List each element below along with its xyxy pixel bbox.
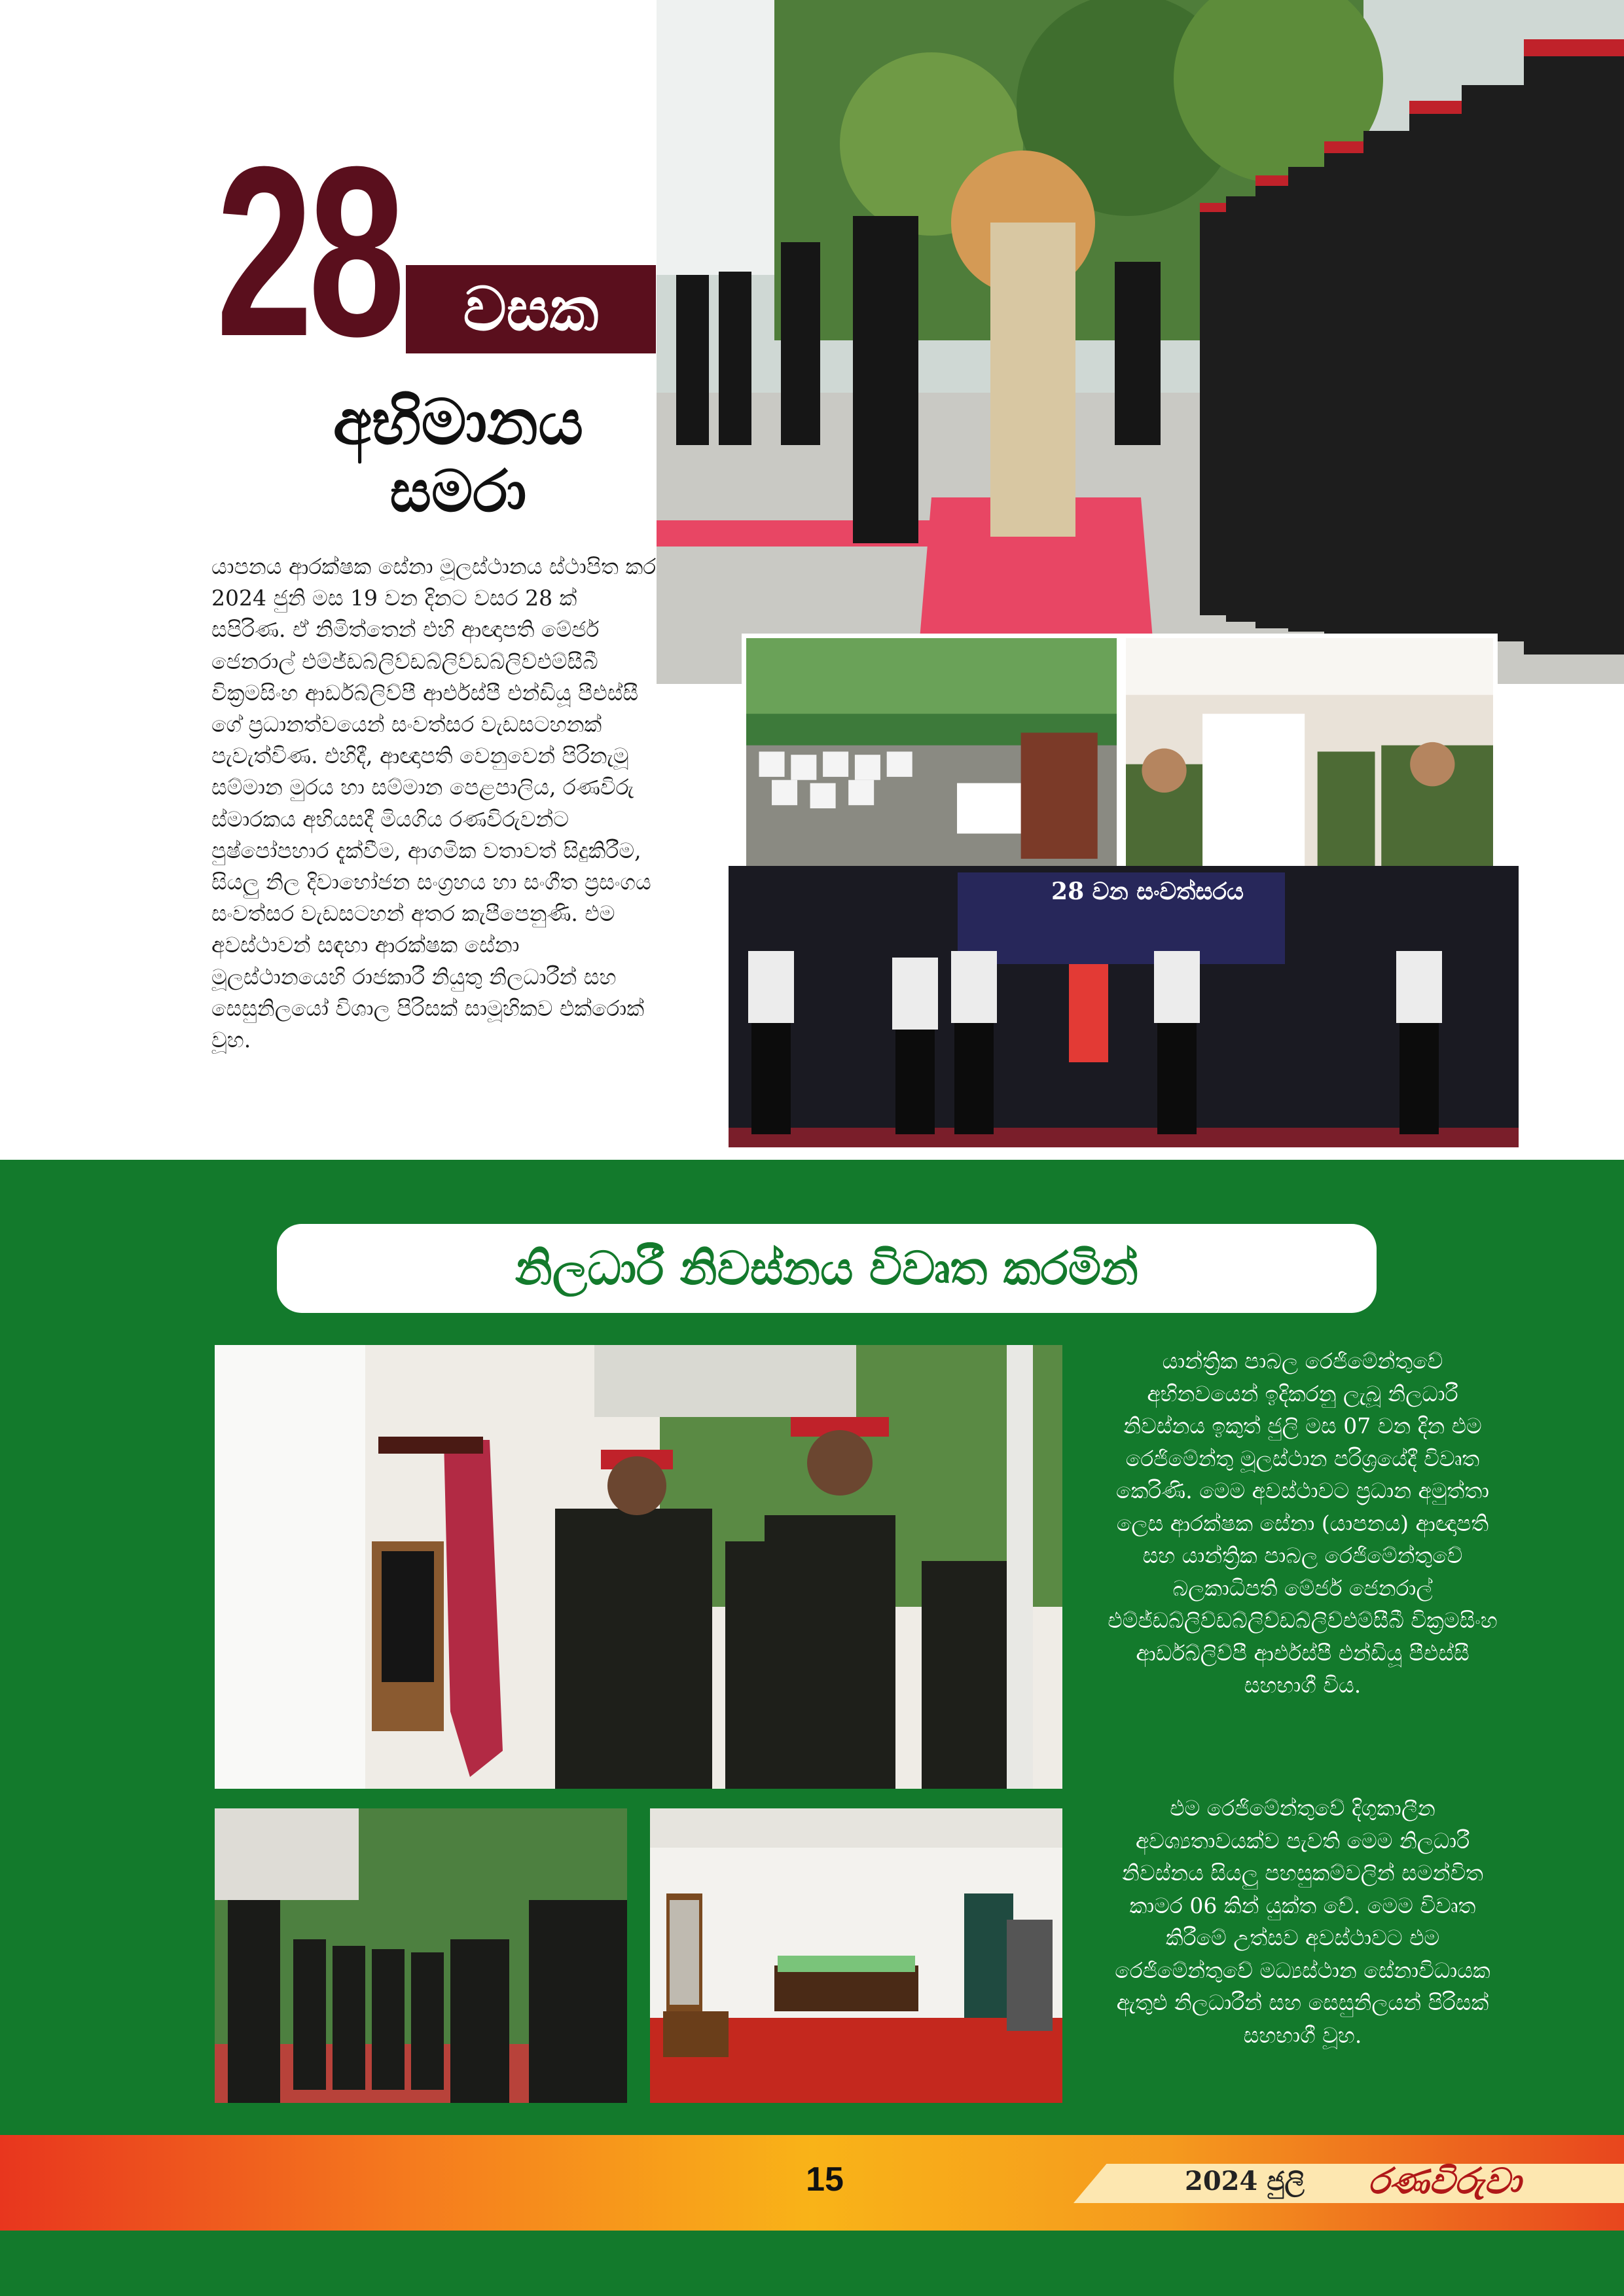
headline-line-2: සමරා [389,457,527,525]
magazine-name: රණවිරුවා [1368,2160,1521,2202]
headline-line-1: අභිමානය [333,385,584,459]
green-section-paragraph-2: එම රෙජිමේන්තුවේ දිගුකාලීන අවශ්‍යතාවයක්ව පැවති මෙම නිලධාරී නිවස්නය සියලු පහසුකම්වලින් සමන්විත කාමර 06 කින් යුක්ත වේ. මෙම විවෘත කිරීමේ උත්සව අවස්ථාවට එම රෙජිමේන්තුවේ මධ්‍යස්ථාන සේනාවිධායක ඇතුළු නිලධාරීන් සහ සෙසුනිලයන් පිරිසක් සහභාගී වූහ. [1115,1795,1490,2048]
dinner-hall-photo [1121,634,1498,882]
concert-photo [729,866,1519,1147]
page-number: 15 [806,2161,844,2198]
years-banner-label: වසක [463,273,599,344]
green-section-paragraph-1: යාන්ත්‍රික පාබල රෙජිමේන්තුවේ අභිනවයෙන් ඉදිකරනු ලැබූ නිලධාරී නිවස්නය ඉකුත් ජුලි මස 07 වන දින එම රෙජිමේන්තු මූලස්ථාන පරිශ්‍රයේදී විවෘත කෙරිණි. මෙම අවස්ථාවට ප්‍රධාන අමුත්තා ලෙස ආරක්ෂක සේනා (යාපනය) ආඥාපති සහ යාන්ත්‍රික පාබල රෙජිමේන්තුවේ බලකාධිපති මේජර් ජෙනරාල් එම්ජ්ඩබ්ලිව්ඩබ්ලිව්ඩබ්ලිව්එම්සීබී වික්‍රමසිංහ ආර්ඩබ්ලිව්පී ආර්එස්පී එන්ඩියූ පීඑස්සී සහභාගී විය. [1108,1348,1498,1698]
section-title-box [277,1224,1377,1313]
stage-banner-text: 28 වන සංවත්සරය [1051,878,1244,905]
anniversary-number: 28 [216,117,401,387]
top-story-body: යාපනය ආරක්ෂක සේනා මූලස්ථානය ස්ථාපිත කර 2024 ජුනි මස 19 වන දිනට වසර 28 ක් සපිරිණ. ඒ නිමිත්තෙන් එහි ආඥාපති මේජර් ජෙනරාල් එම්ජ්ඩබ්ලිව්ඩබ්ලිව්ඩබ්ලිව්එම්සීබී වික්‍රමසිංහ ආර්ඩබ්ලිව්පී ආර්එස්පී එන්ඩියූ පීඑස්සී ගේ ප්‍රධානත්වයෙන් සංවත්සර වැඩසටහනක් පැවැත්විණ. එහිදී, ආඥාපති වෙනුවෙන් පිරිනැමූ සම්මාන මුරය හා සම්මාන පෙළපාලිය, රණවිරු ස්මාරකය අභියසදී මියගිය රණවිරුවන්ට පුෂ්පෝපහාර දැක්වීම, ආගමික වතාවත් සිදුකිරීම, සියලු නිල දිවාභෝජන සංග්‍රහය හා සංගීත ප්‍රසංගය සංවත්සර වැඩසටහන් අතර කැපීපෙනුණි. එම අවස්ථාවන් සඳහා ආරක්ෂක සේනා මූලස්ථානයෙහි රාජකාරී නියුතු නිලධාරීන් සහ සෙසුනිලයෝ විශාල පිරිසක් සාමූහිකව එක්රොක් වූහ. [211,554,657,1053]
issue-date: 2024 ජුලි [1185,2166,1305,2197]
guard-of-honour-photo [657,0,1624,684]
section-title: නිලධාරී නිවස්නය විවෘත කරමින් [514,1241,1139,1295]
officers-group-photo [215,1808,627,2103]
years-banner [406,265,656,353]
plaque-unveiling-photo [215,1345,1062,1789]
officers-room-photo [650,1808,1062,2103]
religious-ceremony-photo [742,634,1121,882]
